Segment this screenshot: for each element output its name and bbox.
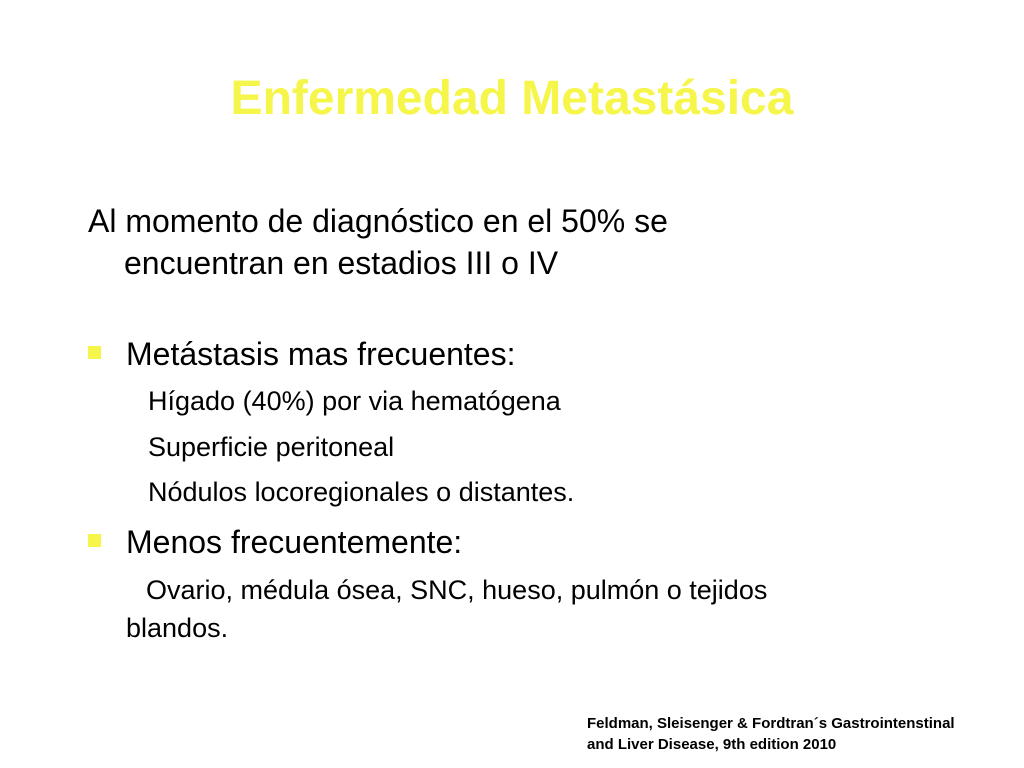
sub-item-nodules: Nódulos locoregionales o distantes. <box>148 477 575 507</box>
intro-paragraph <box>88 200 948 284</box>
square-bullet-icon <box>88 346 101 359</box>
sub-item-liver: Hígado (40%) por via hematógena <box>148 386 561 416</box>
citation-line-1: Feldman, Sleisenger & Fordtran´s Gastrointenstinal <box>587 715 955 732</box>
sub-item-peritoneal: Superficie peritoneal <box>148 432 395 462</box>
sub-item-other-sites-line-2: blandos. <box>126 613 229 643</box>
intro-line-2: encuentran en estadios III o IV <box>124 245 559 281</box>
intro-line-1: Al momento de diagnóstico en el 50% se <box>88 203 668 239</box>
sub-item-other-sites-line-1: Ovario, médula ósea, SNC, hueso, pulmón o tejidos <box>146 575 768 605</box>
bullet-label: Metástasis mas frecuentes: <box>126 336 516 372</box>
slide-title: Enfermedad Metastásica <box>230 72 794 125</box>
bullet-label: Menos frecuentemente: <box>126 524 463 560</box>
sub-item-other-sites <box>126 571 956 647</box>
citation <box>587 713 1017 755</box>
citation-line-2: and Liver Disease, 9th edition 2010 <box>587 736 837 753</box>
square-bullet-icon <box>88 534 101 547</box>
